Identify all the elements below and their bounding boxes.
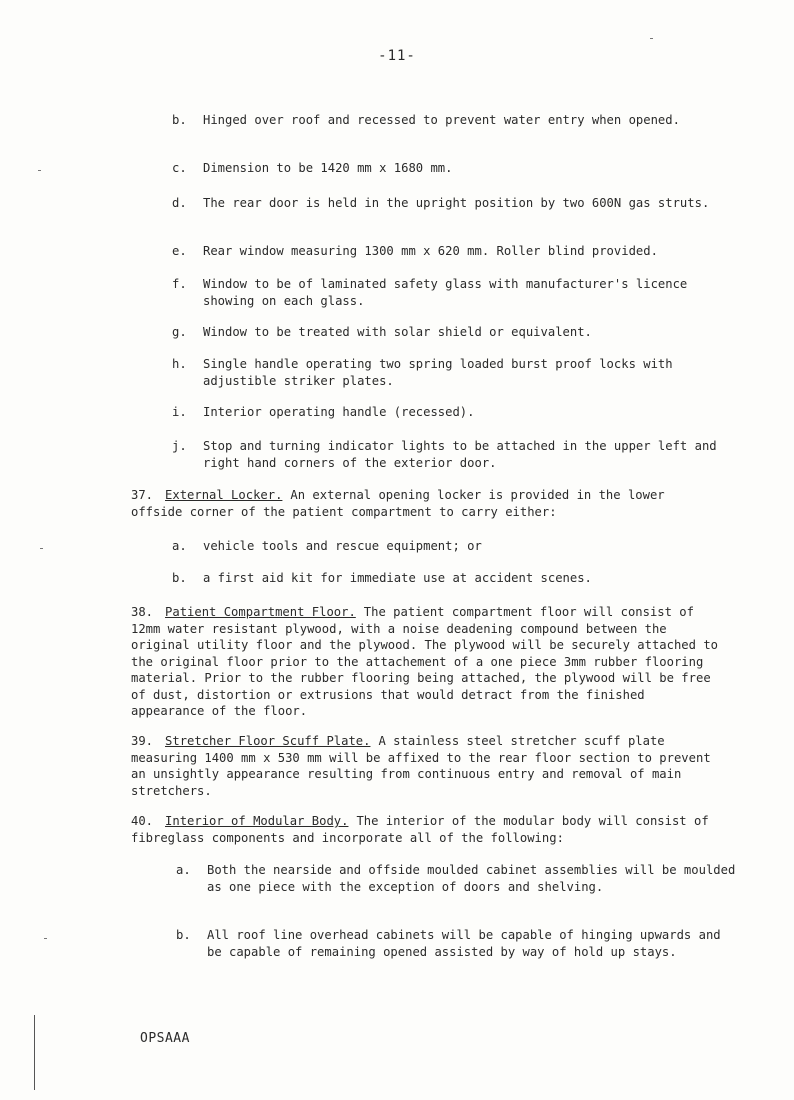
paragraph-38 [131,604,723,720]
item-letter: b. [172,113,187,127]
item-letter: h. [172,357,187,371]
list-item [172,160,732,177]
list-item [176,862,736,896]
item-letter: d. [172,196,187,210]
item-text: Rear window measuring 1300 mm x 620 mm. Roller blind provided. [203,244,658,258]
paragraph-heading: External Locker. [165,488,283,502]
list-item [176,927,736,961]
scan-speck [40,548,43,549]
item-letter: i. [172,405,187,419]
page-number: -11- [378,48,416,64]
item-letter: e. [172,244,187,258]
item-letter: b. [176,928,191,942]
paragraph-heading: Patient Compartment Floor. [165,605,356,619]
paragraph-39 [131,733,723,799]
list-item [172,195,732,212]
item-letter: f. [172,277,187,291]
item-text: Hinged over roof and recessed to prevent water entry when opened. [203,113,680,127]
paragraph-heading: Stretcher Floor Scuff Plate. [165,734,371,748]
item-text: a first aid kit for immediate use at accident scenes. [203,571,592,585]
paragraph-number: 39. [131,734,154,748]
paragraph-heading: Interior of Modular Body. [165,814,349,828]
list-item [172,356,732,390]
item-text: All roof line overhead cabinets will be capable of hinging upwards and be capable of remaining opened assisted by way of hold up stays. [207,928,721,959]
scan-speck [650,38,653,39]
footer-code: OPSAAA [140,1031,190,1046]
scan-speck [38,170,41,171]
list-item [172,438,732,472]
scan-speck [44,938,47,939]
item-text: Window to be treated with solar shield or equivalent. [203,325,592,339]
list-item [172,112,732,129]
paragraph-text: An external opening locker is provided in the lower offside corner of the patient compartment to carry either: [131,488,665,519]
paragraph-text: The interior of the modular body will consist of fibreglass components and incorporate all of the following: [131,814,709,845]
item-letter: b. [172,571,187,585]
paragraph-text: A stainless steel stretcher scuff plate measuring 1400 mm x 530 mm will be affixed to the rear floor section to prevent an unsightly appearance resulting from continuous entry and removal of main stretchers. [131,734,711,798]
paragraph-40 [131,813,723,846]
item-letter: c. [172,161,187,175]
item-text: Single handle operating two spring loaded burst proof locks with adjustible striker plates. [203,357,673,388]
item-text: Both the nearside and offside moulded cabinet assemblies will be moulded as one piece with the exception of doors and shelving. [207,863,736,894]
scan-margin-line [34,1015,35,1090]
item-text: The rear door is held in the upright position by two 600N gas struts. [203,196,710,210]
list-item [172,324,732,341]
list-item [172,404,732,421]
item-text: Window to be of laminated safety glass with manufacturer's licence showing on each glass. [203,277,688,308]
item-text: vehicle tools and rescue equipment; or [203,539,482,553]
list-item [172,538,732,555]
item-letter: a. [172,539,187,553]
paragraph-text: The patient compartment floor will consist of 12mm water resistant plywood, with a noise deadening compound between the original utility floor and the plywood. The plywood will be securely attached to the original floor prior to the attachement of a one piece 3mm rubber flooring material. Prior to the rubber flooring being attached, the plywood will be free of dust, distortion or extrusions that would detract from the finished appearance of the floor. [131,605,718,718]
paragraph-number: 40. [131,814,154,828]
item-text: Dimension to be 1420 mm x 1680 mm. [203,161,453,175]
list-item [172,276,732,310]
item-letter: g. [172,325,187,339]
item-text: Interior operating handle (recessed). [203,405,475,419]
list-item [172,243,732,260]
paragraph-number: 37. [131,488,154,502]
list-item [172,570,732,587]
item-text: Stop and turning indicator lights to be attached in the upper left and right hand corners of the exterior door. [203,439,717,470]
item-letter: j. [172,439,187,453]
paragraph-number: 38. [131,605,154,619]
item-letter: a. [176,863,191,877]
paragraph-37 [131,487,723,520]
